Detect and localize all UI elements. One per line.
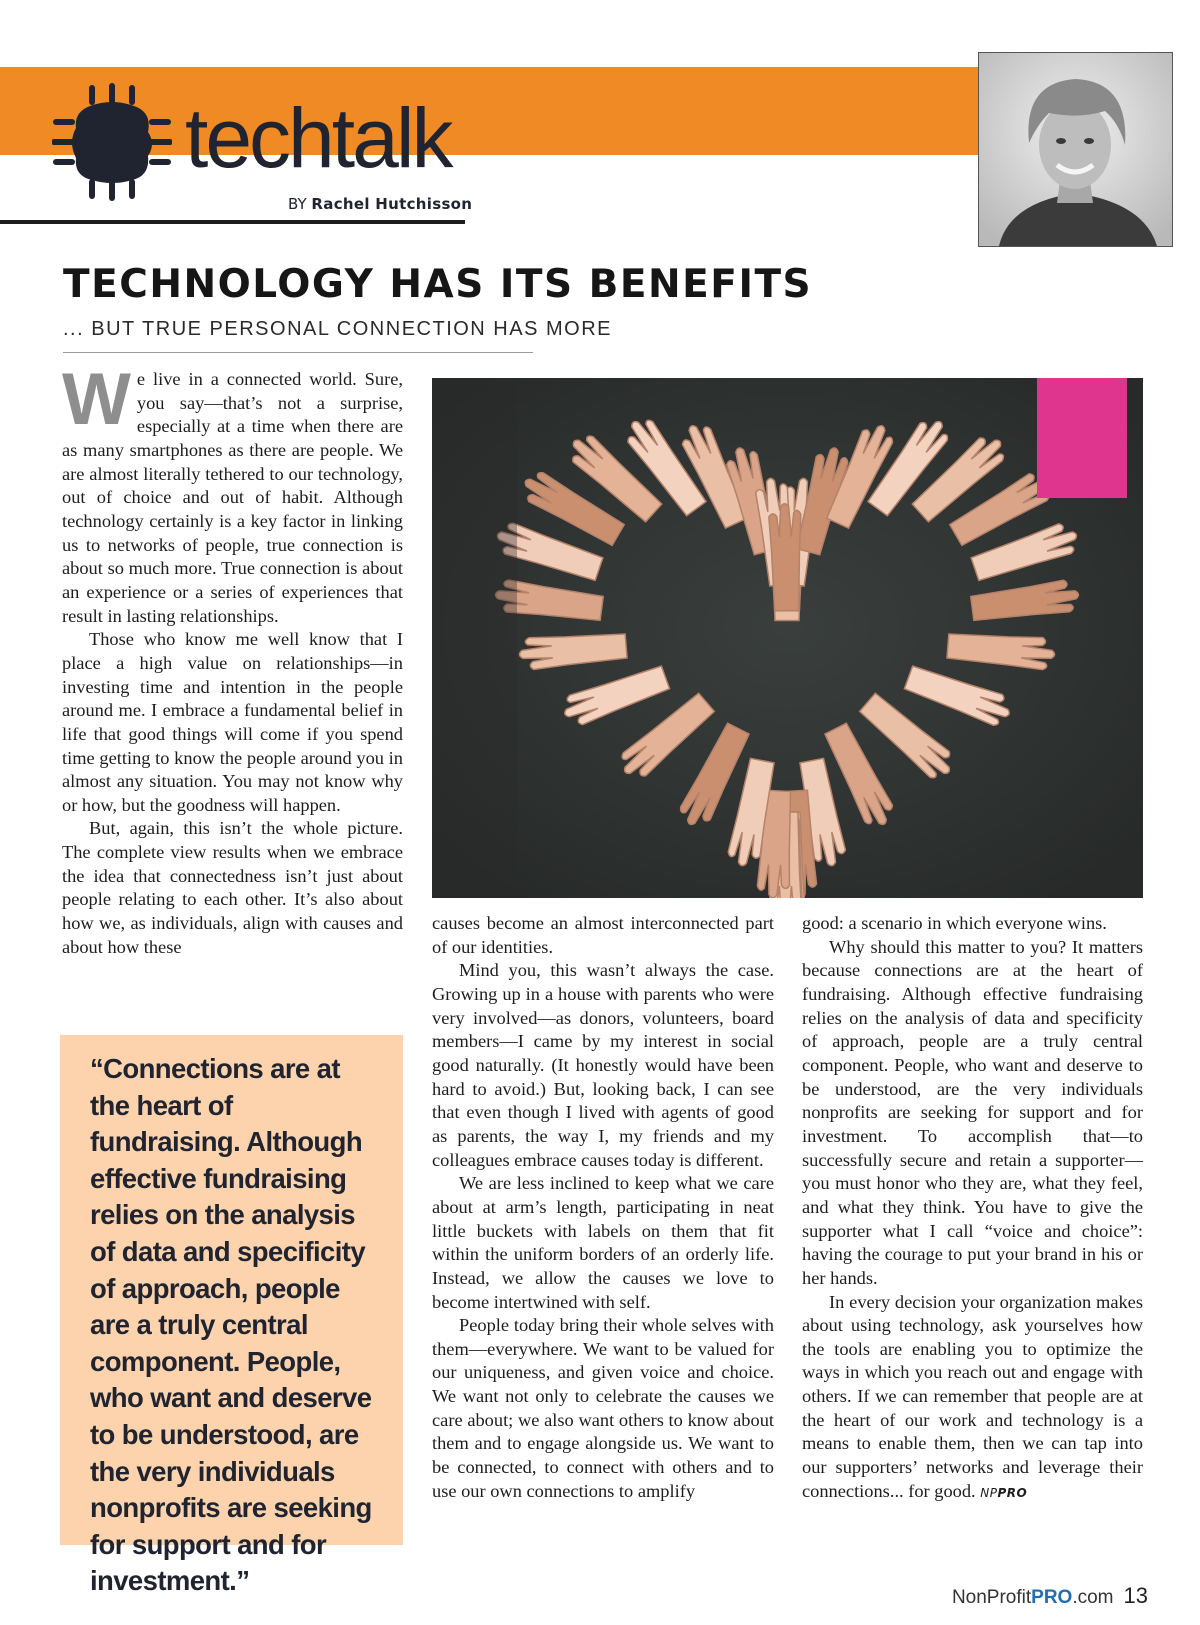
paragraph: In every decision your organization makes about using technology, ask yourselves how the tools are enabling you to optimize the ways in which you reach out and engage with others. If we can remember that people are at the heart of our work and technology is a means to enable them, then we can tap into our supporters’ networks and leverage their connections... for good. NPPRO <box>802 1291 1143 1501</box>
paragraph: People today bring their whole selves with them—everywhere. We want to be valued for our uniqueness, and given voice and choice. We want not only to celebrate the causes we care about; we also want others to know about them and to engage alongside us. We want to be connected, to connect with others and to use our own connections to amplify <box>432 1315 774 1501</box>
header-rule <box>0 220 465 224</box>
hand-shape <box>769 503 803 611</box>
pull-quote-text: “Connections are at the heart of fundraising. Although effective fundraising relies on the analysis of data and specificity of approach, people are a truly central component. People, who want and deserve to be understood, are the very individuals nonprofits are seeking for support and for investment.” <box>90 1053 372 1597</box>
paragraph: Those who know me well know that I place a high value on relationships—in investing time and intention in the people around me. I embrace a fundamental belief in life that good things will come if you spend time getting to know the people around you in almost any situation. You may not know why or how, but the goodness will happen. <box>62 629 403 815</box>
hands-heart-photo <box>432 378 1143 898</box>
page-number: 13 <box>1123 1583 1148 1608</box>
paragraph: But, again, this isn’t the whole picture. The complete view results when we embrace the idea that connectedness isn’t just about people relating to each other. It’s also about how we, as individuals, align with causes and about how these <box>62 818 403 957</box>
section-logo-text: techtalk <box>185 91 451 185</box>
article-headline: TECHNOLOGY HAS ITS BENEFITS <box>63 262 813 307</box>
author-name: Rachel Hutchisson <box>311 195 473 213</box>
end-mark: NPPRO <box>980 1485 1028 1500</box>
byline <box>288 195 472 213</box>
article-column-2 <box>432 912 774 1503</box>
paragraph: causes become an almost interconnected part of our identities. <box>432 913 774 957</box>
paragraph: Mind you, this wasn’t always the case. Growing up in a house with parents who were very involved—as donors, volunteers, board members—I came by my interest in social good naturally. (It honestly would have been hard to avoid.) But, looking back, I can see that even though I lived with agents of good as parents, the way I, my friends and my colleagues embrace causes today is different. <box>432 960 774 1170</box>
paragraph: We live in a connected world. Sure, you say—that’s not a surprise, especially at a time when there are as many smartphones as there are people. We are almost literally tethered to our technology, out of choice and out of habit. Although technology certainly is a key factor in linking us to networks of people, true connection is about so much more. True connection is about an experience or a series of experiences that result in lasting relationships. <box>62 359 403 626</box>
article-column-1 <box>62 359 403 959</box>
article-column-3 <box>802 912 1143 1505</box>
byline-prefix: BY <box>288 195 307 213</box>
paragraph: good: a scenario in which everyone wins. <box>802 913 1107 933</box>
site-name-suffix: .com <box>1072 1587 1114 1608</box>
subhead-divider <box>63 352 533 353</box>
chip-icon <box>52 82 172 202</box>
paragraph: We are less inclined to keep what we care about at arm’s length, participating in neat little buckets with labels on them that fit within the uniform borders of an orderly life. Instead, we allow the causes we love to become intertwined with self. <box>432 1173 774 1312</box>
paragraph: Why should this matter to you? It matters because connections are at the heart of fundraising. Although effective fundraising relies on the analysis of data and specificity of approach, people are a truly central component. People, who want and deserve to be understood, are the very individuals nonprofits are seeking for support and for investment. To accomplish that—to successfully secure and retain a supporter—you must honor who they are, what they feel, and what they think. You have to give the supporter what I call “voice and choice”: having the courage to put your brand in his or her hands. <box>802 936 1143 1288</box>
article-subheadline: ... BUT TRUE PERSONAL CONNECTION HAS MORE <box>63 318 612 340</box>
author-photo <box>978 52 1173 247</box>
site-name-prefix: NonProfit <box>951 1587 1032 1608</box>
pull-quote <box>60 1035 403 1597</box>
site-name-highlight: PRO <box>1031 1587 1073 1608</box>
page-footer <box>952 1583 1148 1609</box>
drop-cap: W <box>62 359 131 440</box>
